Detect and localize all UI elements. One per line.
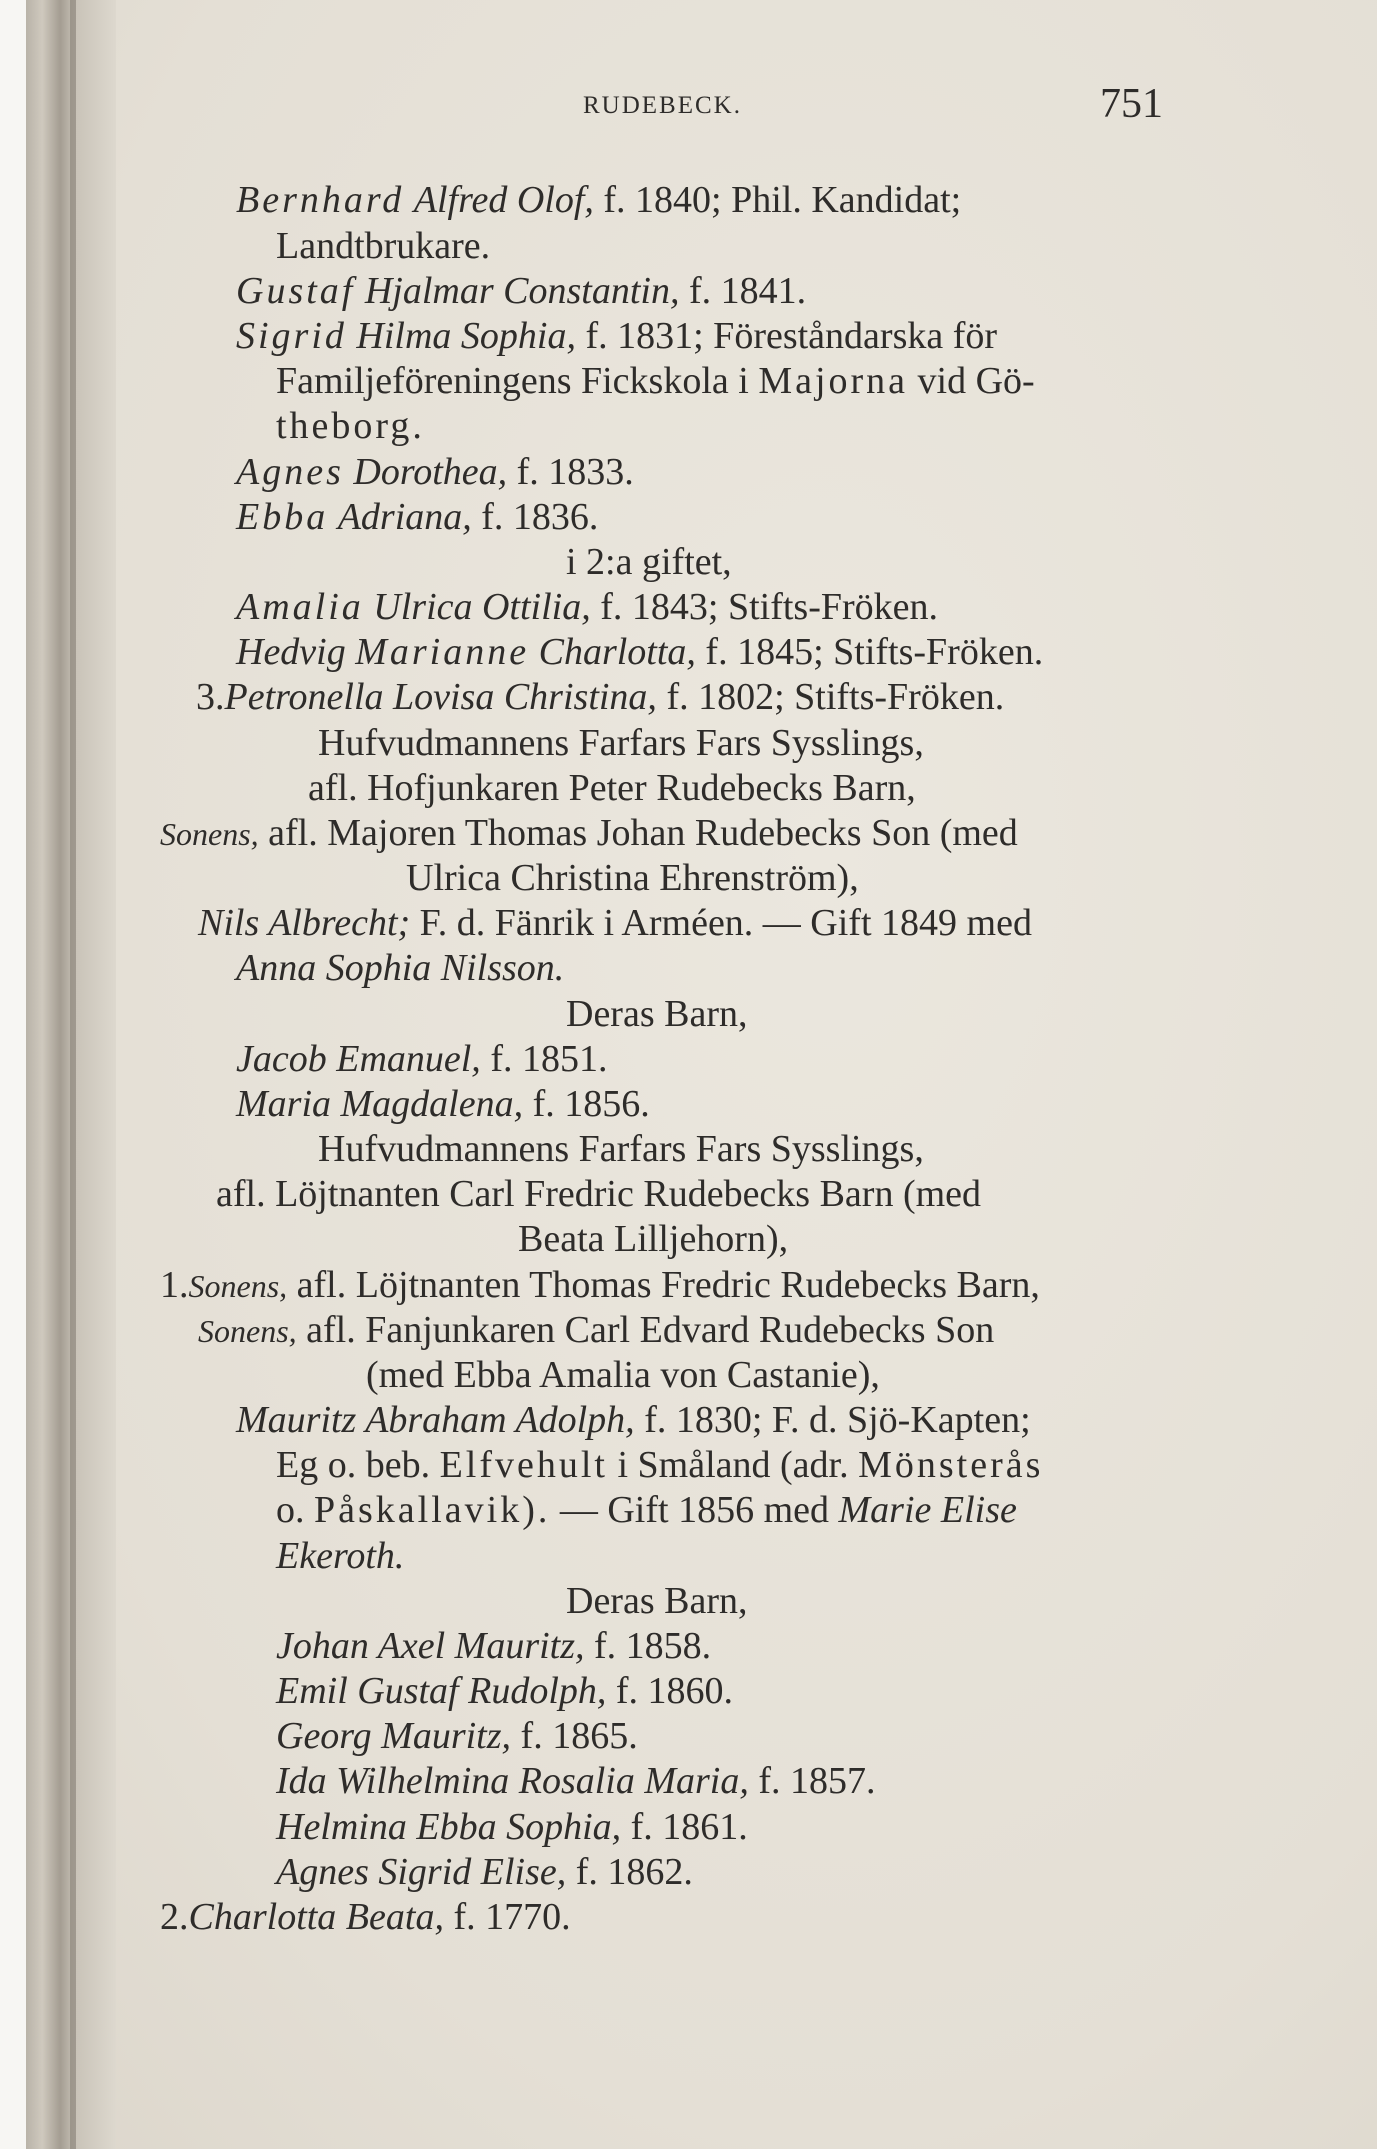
entry-line: Emil Gustaf Rudolph, f. 1860. [276, 1670, 734, 1712]
entry-line: Maria Magdalena, f. 1856. [236, 1083, 650, 1125]
entry-line: Sonens, afl. Majoren Thomas Johan Rudebecks Son (med [160, 812, 1018, 854]
entry-line: Georg Mauritz, f. 1865. [276, 1715, 638, 1757]
entry-line: Anna Sophia Nilsson. [236, 947, 565, 989]
entry-line: Sigrid Hilma Sophia, f. 1831; Föreståndarska för [236, 315, 998, 357]
entry-line: Helmina Ebba Sophia, f. 1861. [276, 1806, 748, 1848]
page-number: 751 [1100, 81, 1163, 127]
entry-line: Ebba Adriana, f. 1836. [236, 496, 599, 538]
entry-line: Nils Albrecht; F. d. Fänrik i Arméen. — Gift 1849 med [198, 902, 1032, 944]
entry-line: (med Ebba Amalia von Castanie), [366, 1354, 880, 1396]
entry-line: Jacob Emanuel, f. 1851. [236, 1038, 608, 1080]
entry-line: Agnes Sigrid Elise, f. 1862. [276, 1851, 693, 1893]
entry-line: 1.Sonens, afl. Löjtnanten Thomas Fredric Rudebecks Barn, [160, 1264, 1040, 1306]
section-heading: Hufvudmannens Farfars Fars Sysslings, [318, 722, 924, 764]
entry-line: Eg o. beb. Elfvehult i Småland (adr. Mönsterås [276, 1444, 1044, 1486]
section-heading: afl. Löjtnanten Carl Fredric Rudebecks Barn (med [216, 1173, 982, 1215]
entry-line: Hedvig Marianne Charlotta, f. 1845; Stifts-Fröken. [236, 631, 1044, 673]
entry-line: Ulrica Christina Ehrenström), [406, 857, 859, 899]
section-heading: afl. Hofjunkaren Peter Rudebecks Barn, [308, 767, 916, 809]
entry-line: Johan Axel Mauritz, f. 1858. [276, 1625, 712, 1667]
entry-line: Familjeföreningens Fickskola i Majorna vid Gö- [276, 360, 1035, 402]
section-heading: Deras Barn, [566, 993, 748, 1035]
entry-line: 2.Charlotta Beata, f. 1770. [160, 1896, 571, 1938]
entry-line: Amalia Ulrica Ottilia, f. 1843; Stifts-Fröken. [236, 586, 939, 628]
entry-line: Bernhard Alfred Olof, f. 1840; Phil. Kandidat; [236, 179, 962, 221]
section-heading: i 2:a giftet, [566, 541, 732, 583]
section-heading: Deras Barn, [566, 1580, 748, 1622]
section-heading: Beata Lilljehorn), [518, 1218, 789, 1260]
entry-line: Ida Wilhelmina Rosalia Maria, f. 1857. [276, 1760, 876, 1802]
entry-line: Sonens, afl. Fanjunkaren Carl Edvard Rudebecks Son [198, 1309, 995, 1351]
entry-line: Landtbrukare. [276, 225, 491, 267]
entry-line: Ekeroth. [276, 1535, 405, 1577]
entry-line: Agnes Dorothea, f. 1833. [236, 451, 634, 493]
entry-line: 3.Petronella Lovisa Christina, f. 1802; Stifts-Fröken. [196, 676, 1005, 718]
entry-line: Gustaf Hjalmar Constantin, f. 1841. [236, 270, 807, 312]
page-margin-edge [0, 0, 26, 2149]
entry-line: theborg. [276, 405, 425, 447]
book-spine-shadow [70, 0, 76, 2149]
entry-line: o. Påskallavik). — Gift 1856 med Marie Elise [276, 1489, 1017, 1531]
running-head: RUDEBECK. [583, 92, 742, 119]
section-heading: Hufvudmannens Farfars Fars Sysslings, [318, 1128, 924, 1170]
entry-line: Mauritz Abraham Adolph, f. 1830; F. d. Sjö-Kapten; [236, 1399, 1031, 1441]
